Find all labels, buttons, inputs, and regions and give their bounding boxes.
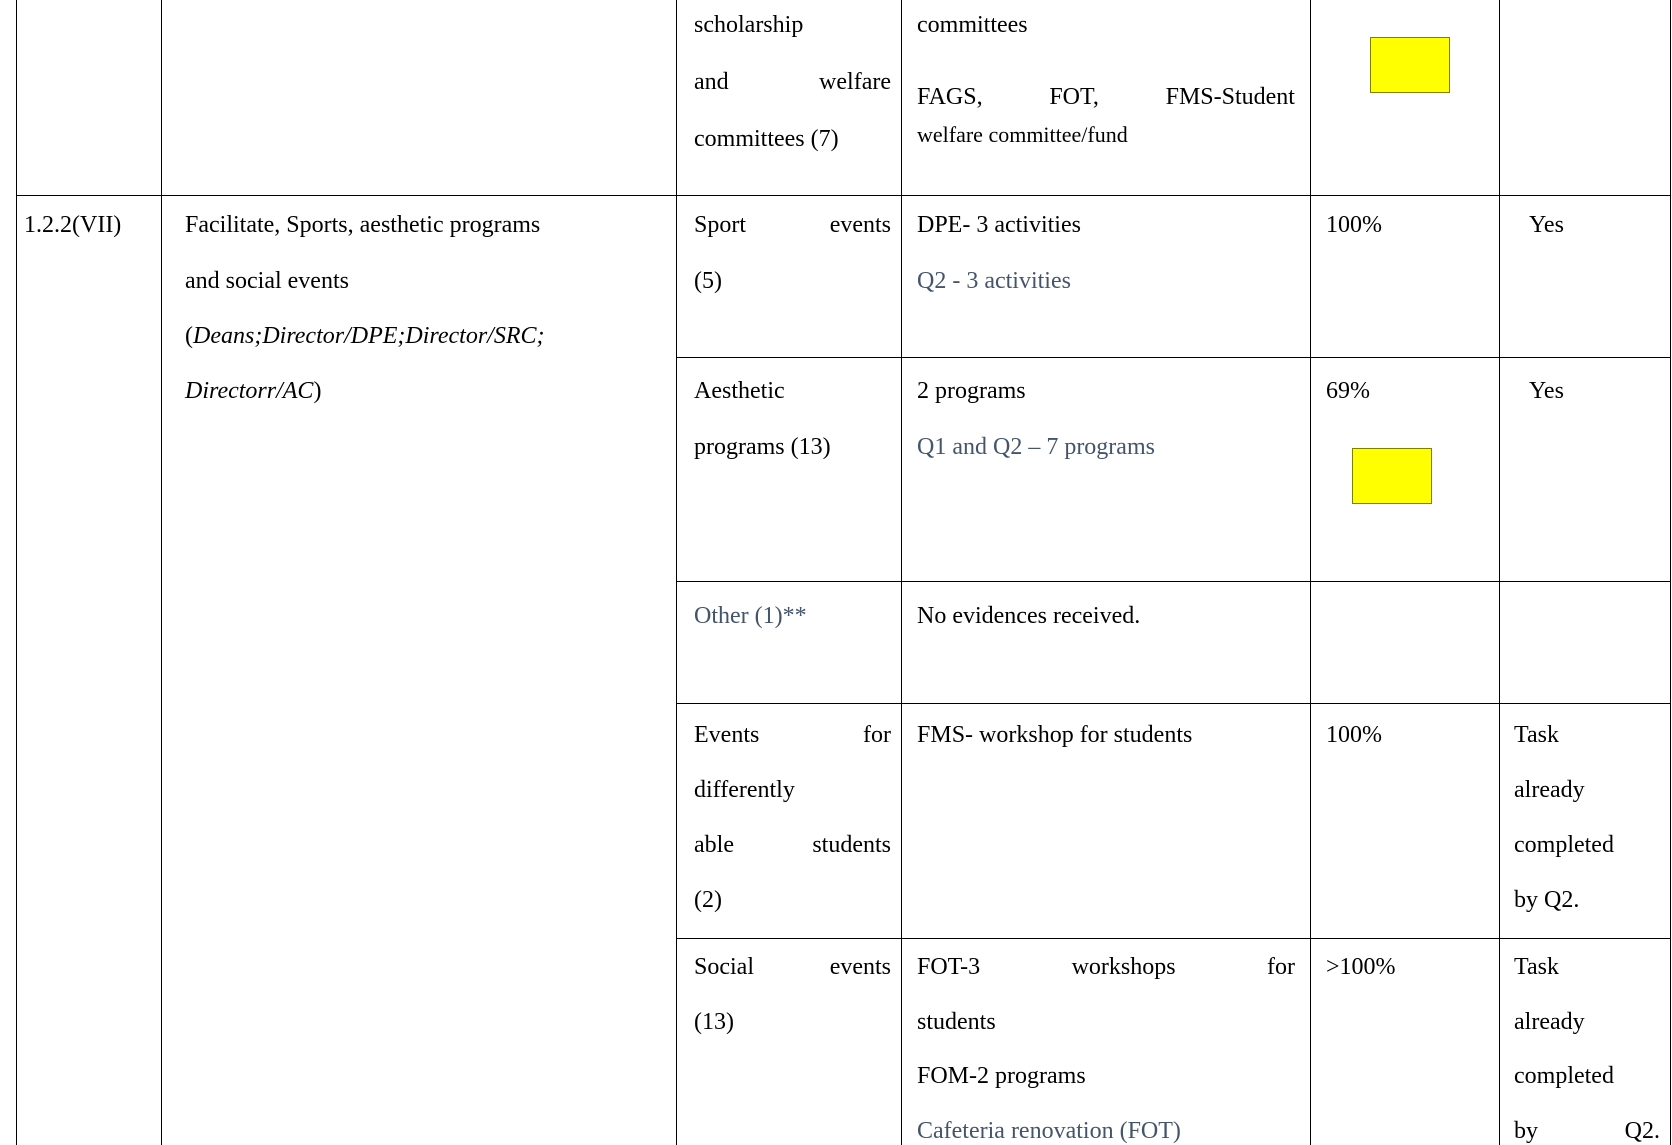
activity-text: (2) xyxy=(694,887,722,913)
activity-text: (13) xyxy=(694,1009,734,1035)
responsible-parties: (Deans;Director/DPE;Director/SRC; xyxy=(185,323,545,349)
achieved-status: completed xyxy=(1514,1063,1614,1089)
column-rule xyxy=(901,0,902,1145)
status-text: committees xyxy=(917,12,1028,38)
row-rule xyxy=(676,938,1671,939)
achieved-status: Task xyxy=(1514,722,1559,748)
percent-achieved: >100% xyxy=(1326,954,1396,980)
column-rule xyxy=(161,0,162,1145)
percent-achieved: 69% xyxy=(1326,378,1370,404)
status-text: Q1 and Q2 – 7 programs xyxy=(917,434,1155,460)
target-code: 1.2.2(VII) xyxy=(24,212,122,238)
status-text: FOM-2 programs xyxy=(917,1063,1086,1089)
achieved-status: Yes xyxy=(1529,378,1564,404)
activity-text: able students xyxy=(694,832,891,858)
target-description: Facilitate, Sports, aesthetic programs xyxy=(185,212,541,238)
percent-achieved: 100% xyxy=(1326,722,1382,748)
responsible-parties: Directorr/AC) xyxy=(185,378,322,404)
column-rule xyxy=(1499,0,1500,1145)
achieved-status: by Q2. xyxy=(1514,887,1580,913)
activity-text: scholarship xyxy=(694,12,804,38)
status-text: students xyxy=(917,1009,996,1035)
status-text: FMS- workshop for students xyxy=(917,722,1193,748)
activity-text: differently xyxy=(694,777,795,803)
target-description: and social events xyxy=(185,268,349,294)
status-text: welfare committee/fund xyxy=(917,122,1128,147)
status-text: DPE- 3 activities xyxy=(917,212,1081,238)
highlight-box xyxy=(1370,37,1450,93)
activity-text: Sport events xyxy=(694,212,891,238)
achieved-status: completed xyxy=(1514,832,1614,858)
status-text: Q2 - 3 activities xyxy=(917,268,1071,294)
row-rule xyxy=(676,581,1671,582)
activity-text: Aesthetic xyxy=(694,378,785,404)
percent-achieved: 100% xyxy=(1326,212,1382,238)
column-rule xyxy=(16,0,17,1145)
achieved-status: already xyxy=(1514,777,1585,803)
highlight-box xyxy=(1352,448,1432,504)
activity-text: Social events xyxy=(694,954,891,980)
activity-text: programs (13) xyxy=(694,434,831,460)
activity-text: Events for xyxy=(694,722,891,748)
row-rule xyxy=(676,357,1671,358)
status-text: FAGS, FOT, FMS-Student xyxy=(917,84,1295,110)
status-text: FOT-3 workshops for xyxy=(917,954,1295,980)
achieved-status: Yes xyxy=(1529,212,1564,238)
activity-text: (5) xyxy=(694,268,722,294)
activity-text: committees (7) xyxy=(694,126,839,152)
achieved-status: already xyxy=(1514,1009,1585,1035)
achieved-status: by Q2. xyxy=(1514,1118,1660,1144)
column-rule xyxy=(1670,0,1671,1145)
column-rule xyxy=(676,0,677,1145)
status-text: No evidences received. xyxy=(917,603,1141,629)
status-text: 2 programs xyxy=(917,378,1026,404)
activity-text: Other (1)** xyxy=(694,603,807,629)
activity-text: and welfare xyxy=(694,69,891,95)
row-rule xyxy=(676,703,1671,704)
status-text: Cafeteria renovation (FOT) xyxy=(917,1118,1181,1144)
column-rule xyxy=(1310,0,1311,1145)
achieved-status: Task xyxy=(1514,954,1559,980)
row-rule xyxy=(16,195,1671,196)
